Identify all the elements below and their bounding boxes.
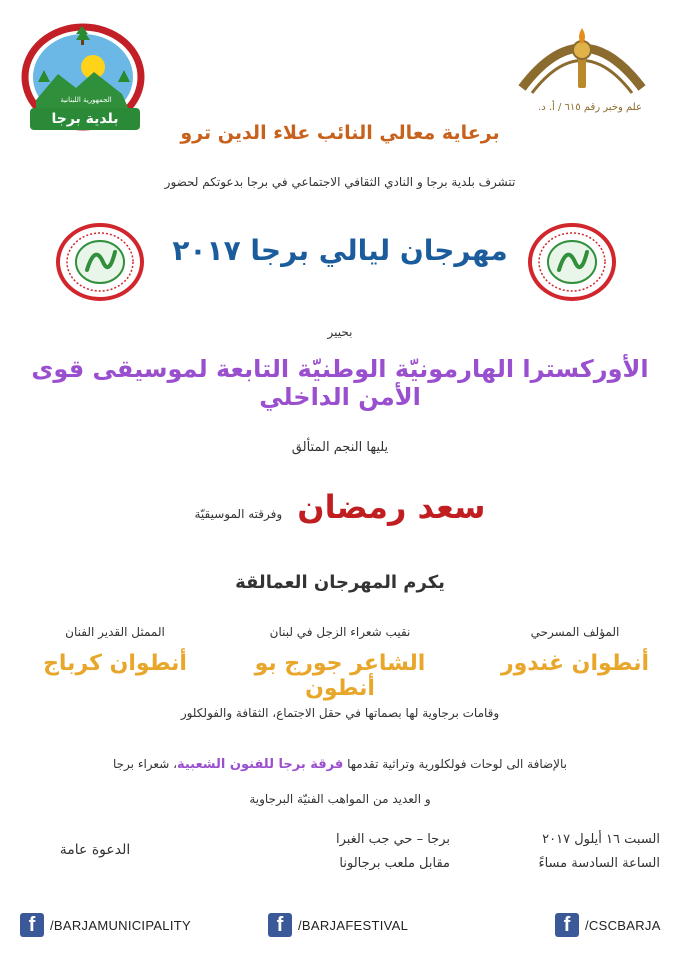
club-registration: علم وخبر رقم ٦١٥ / أ. د.: [538, 102, 642, 113]
facebook-icon: f: [555, 913, 579, 937]
patron-line: برعاية معالي النائب علاء الدين ترو: [180, 122, 500, 144]
honoree-role: نقيب شعراء الزجل في لبنان: [269, 625, 411, 639]
artist-line: [0, 488, 680, 526]
event-datetime: [474, 828, 660, 876]
with-label: بحيير: [327, 325, 353, 339]
municipality-logo: [18, 22, 148, 132]
facebook-icon: f: [268, 913, 292, 937]
facebook-icon: f: [20, 913, 44, 937]
invite-line: تتشرف بلدية برجا و النادي الثقافي الاجتماعي في برجا بدعوتكم لحضور: [164, 175, 516, 189]
honoree-name: أنطوان كرباج: [43, 651, 187, 676]
municipality-logo-caption-top: الجمهورية اللبنانية: [60, 96, 112, 104]
festival-emblem-right: [527, 222, 617, 302]
extras-line-2-pre: بالإضافة الى لوحات فولكلورية وتراثية تقدمها: [347, 757, 568, 771]
social-barjafestival[interactable]: [268, 912, 408, 938]
social-handle: /CSCBARJA: [585, 917, 661, 933]
event-location-line-1: برجا – حي جب الغبرا: [335, 832, 450, 847]
social-barjamunicipality[interactable]: [20, 912, 191, 938]
honoree-3: [10, 625, 220, 676]
honoree-2: [235, 625, 445, 701]
artist-name: سعد رمضان: [297, 488, 486, 526]
municipality-logo-caption: بلدية برجا: [30, 108, 140, 130]
festival-title: مهرجان ليالي برجا ٢٠١٧: [172, 234, 508, 267]
honors-title: يكرم المهرجان العمالقة: [235, 572, 445, 593]
honoree-role: الممثل القدير الفنان: [65, 625, 165, 639]
honoree-name: الشاعر جورج بو أنطون: [254, 651, 426, 701]
extras-line-3: و العديد من المواهب الفنيّة البرجاوية: [249, 792, 431, 806]
honoree-role: المؤلف المسرحي: [530, 625, 620, 639]
extras-line-1: وقامات برجاوية لها بصماتها في حقل الاجتماع، الثقافة والفولكلور: [180, 706, 500, 720]
extras-line-2: [20, 757, 660, 772]
orchestra-name: الأوركسترا الهارمونيّة الوطنيّة التابعة لموسيقى قوى الأمن الداخلي: [31, 355, 649, 411]
honoree-name: أنطوان غندور: [500, 651, 650, 676]
social-handle: /BARJAMUNICIPALITY: [50, 917, 191, 933]
event-time: الساعة السادسة مساءً: [538, 856, 660, 871]
folk-troupe-name: فرقة برجا للفنون الشعبية: [176, 757, 344, 772]
event-location: [270, 828, 450, 876]
event-date: السبت ١٦ أيلول ٢٠١٧: [542, 832, 660, 847]
artist-band: وفرقته الموسيقيّة: [194, 507, 283, 521]
event-location-line-2: مقابل ملعب برجالونا: [339, 856, 450, 871]
followed-by: يليها النجم المتألق: [291, 440, 389, 455]
honoree-1: [470, 625, 680, 676]
social-handle: /BARJAFESTIVAL: [298, 917, 409, 933]
extras-line-2-post: ، شعراء برجا: [112, 757, 177, 771]
general-invitation: الدعوة عامة: [59, 842, 131, 858]
social-cscbarja[interactable]: [555, 912, 661, 938]
festival-emblem-left: [55, 222, 145, 302]
